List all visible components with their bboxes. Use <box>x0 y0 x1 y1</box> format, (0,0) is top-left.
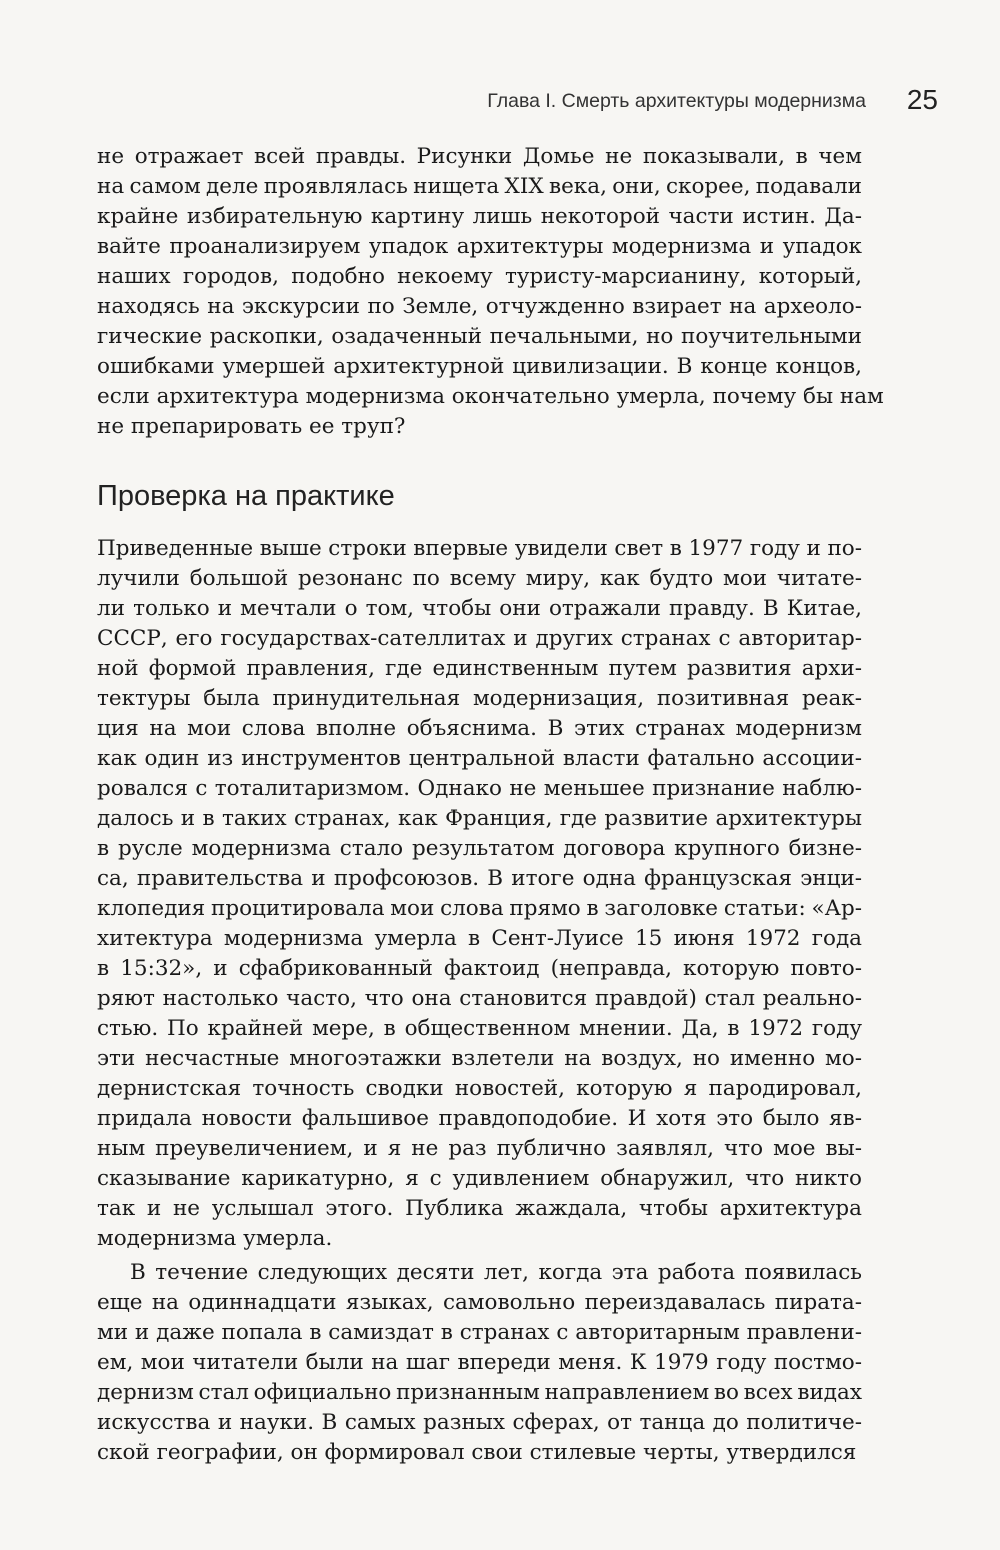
text-line: ошибками умершей архитектурной цивилизации. В конце концов, <box>97 354 862 379</box>
text-line: В течение следующих десяти лет, когда эта работа появилась <box>130 1260 862 1285</box>
text-line: ция на мои слова вполне объяснима. В этих странах модернизм <box>97 716 862 741</box>
text-line: дернизм стал официально признанным направлением во всех видах <box>97 1380 862 1405</box>
text-line: в 15:32», и сфабрикованный фактоид (неправда, которую повто- <box>97 956 862 981</box>
text-line: эти несчастные многоэтажки взлетели на воздух, но именно мо- <box>97 1046 862 1071</box>
text-line: ем, мои читатели были на шаг впереди меня. К 1979 году постмо- <box>97 1350 862 1375</box>
text-line: хитектура модернизма умерла в Сент-Луисе 15 июня 1972 года <box>97 926 862 951</box>
text-line: находясь на экскурсии по Земле, отчужденно взирает на археоло- <box>97 294 862 319</box>
text-line: ской географии, он формировал свои стилевые черты, утвердился <box>97 1440 857 1465</box>
text-line: са, правительства и профсоюзов. В итоге одна французская энци- <box>97 866 862 891</box>
text-line: тектуры была принудительная модернизация, позитивная реак- <box>97 686 862 711</box>
text-line: на самом деле проявлялась нищета XIX века, они, скорее, подавали <box>97 174 862 199</box>
text-line: лучили большой резонанс по всему миру, как будто мои читате- <box>97 566 862 591</box>
text-line: не препарировать ее труп? <box>97 414 406 439</box>
text-line: ровался с тоталитаризмом. Однако не меньшее признание наблю- <box>97 776 862 801</box>
text-line: гические раскопки, озадаченный печальными, но поучительными <box>97 324 862 349</box>
text-line: придала новости фальшивое правдоподобие. И хотя это было яв- <box>97 1106 862 1131</box>
text-line: дернистская точность сводки новостей, которую я пародировал, <box>97 1076 862 1101</box>
text-line: ным преувеличением, и я не раз публично заявлял, что мое вы- <box>97 1136 862 1161</box>
text-line: Приведенные выше строки впервые увидели свет в 1977 году и по- <box>97 536 862 561</box>
text-line: еще на одиннадцати языках, самовольно переиздавалась пирата- <box>97 1290 862 1315</box>
section-heading: Проверка на практике <box>97 480 395 512</box>
running-title: Глава I. Смерть архитектуры модернизма <box>487 90 866 112</box>
text-line: ной формой правления, где единственным путем развития архи- <box>97 656 862 681</box>
text-line: не отражает всей правды. Рисунки Домье не показывали, в чем <box>97 144 862 169</box>
running-head <box>96 86 938 122</box>
text-line: сказывание карикатурно, я с удивлением обнаружил, что никто <box>97 1166 862 1191</box>
text-line: как один из инструментов центральной власти фатально ассоции- <box>97 746 862 771</box>
text-line: ми и даже попала в самиздат в странах с авторитарным правлени- <box>97 1320 862 1345</box>
text-line: вайте проанализируем упадок архитектуры модернизма и упадок <box>97 234 862 259</box>
text-line: искусства и науки. В самых разных сферах, от танца до политиче- <box>97 1410 862 1435</box>
text-line: модернизма умерла. <box>97 1226 333 1251</box>
text-line: ли только и мечтали о том, чтобы они отражали правду. В Китае, <box>97 596 862 621</box>
text-line: ряют настолько часто, что она становится правдой) стал реально- <box>97 986 862 1011</box>
text-line: СССР, его государствах-сателлитах и других странах с авторитар- <box>97 626 862 651</box>
text-line: так и не услышал этого. Публика жаждала, чтобы архитектура <box>97 1196 862 1221</box>
text-line: стью. По крайней мере, в общественном мнении. Да, в 1972 году <box>97 1016 862 1041</box>
text-line: крайне избирательную картину лишь некоторой части истин. Да- <box>97 204 862 229</box>
text-line: клопедия процитировала мои слова прямо в заголовке статьи: «Ар- <box>97 896 862 921</box>
text-line: если архитектура модернизма окончательно умерла, почему бы нам <box>97 384 884 409</box>
page-number: 25 <box>906 84 938 115</box>
text-line: наших городов, подобно некоему туристу-марсианину, который, <box>97 264 862 289</box>
text-line: в русле модернизма стало результатом договора крупного бизне- <box>97 836 862 861</box>
text-line: далось и в таких странах, как Франция, где развитие архитектуры <box>97 806 862 831</box>
